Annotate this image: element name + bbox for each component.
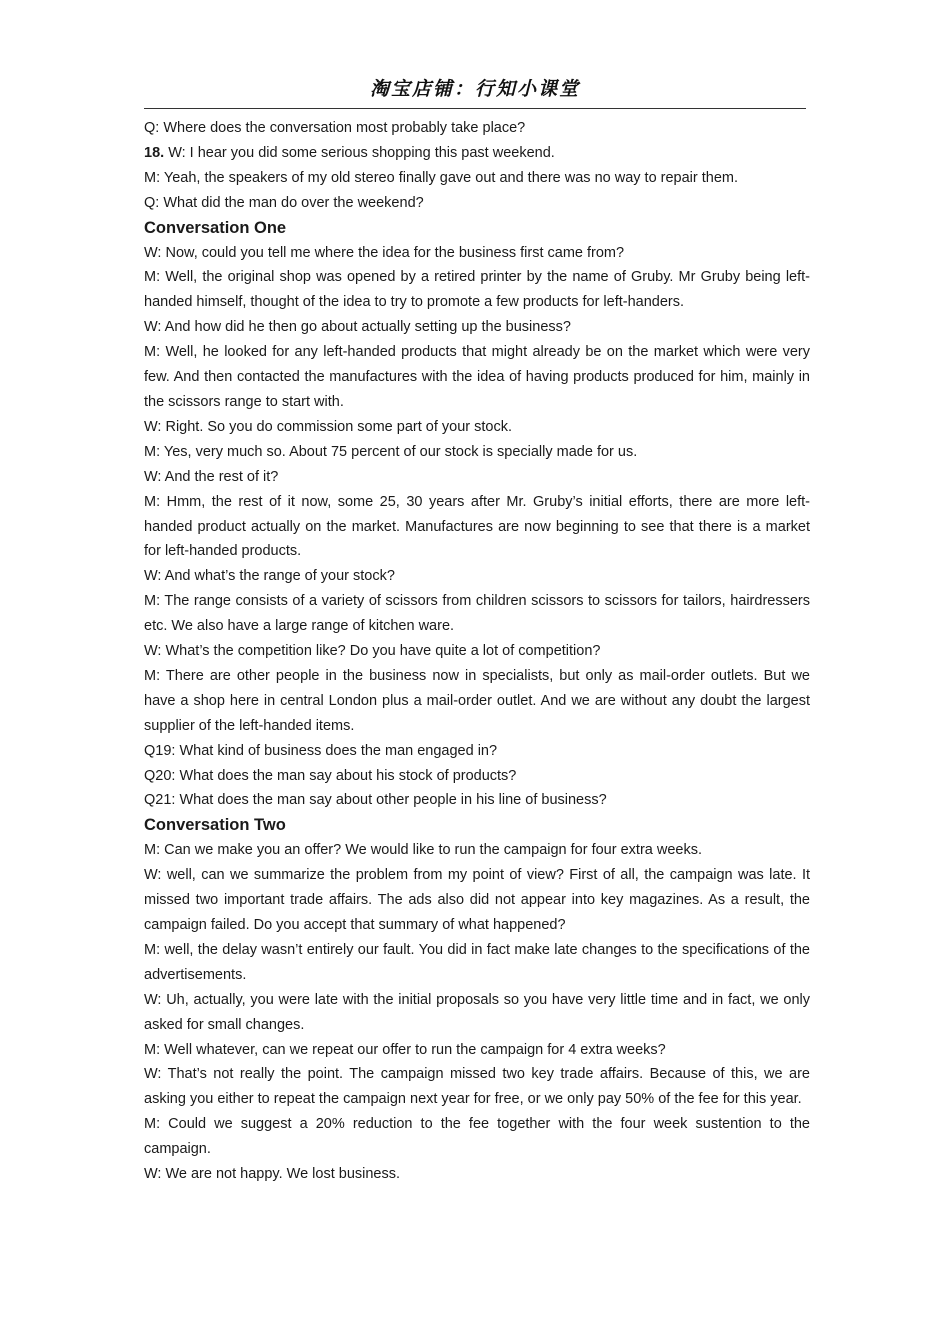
document-body	[144, 116, 810, 1187]
question-line: Q19: What kind of business does the man engaged in?	[144, 742, 498, 759]
dialogue-line: M: Can we make you an offer? We would like to run the campaign for four extra weeks.	[144, 842, 702, 859]
dialogue-line: M: Well whatever, can we repeat our offer to run the campaign for 4 extra weeks?	[144, 1041, 666, 1058]
dialogue-line: M: Yes, very much so. About 75 percent of our stock is specially made for us.	[144, 443, 638, 460]
dialogue-line: M: The range consists of a variety of scissors from children scissors to scissors for tailors, hairdressers etc. We also have a large range of kitchen ware.	[144, 593, 810, 635]
dialogue-line: M: Could we suggest a 20% reduction to the fee together with the four week sustention to the campaign.	[144, 1116, 810, 1158]
intro-line-text: W: I hear you did some serious shopping this past weekend.	[164, 144, 555, 161]
dialogue-line: M: Well, he looked for any left-handed products that might already be on the market which were very few. And then contacted the manufactures with the idea of having products produced for him, mainly in the scissors range to start with.	[144, 344, 810, 410]
dialogue-line: W: Uh, actually, you were late with the initial proposals so you have very little time and in fact, we only asked for small changes.	[144, 991, 810, 1033]
dialogue-line: W: What’s the competition like? Do you have quite a lot of competition?	[144, 643, 601, 660]
dialogue-line: W: well, can we summarize the problem from my point of view? First of all, the campaign was late. It missed two important trade affairs. The ads also did not appear into key magazines. As a result, the campaign failed. Do you accept that summary of what happened?	[144, 867, 810, 933]
question-line: Q20: What does the man say about his stock of products?	[144, 767, 517, 784]
dialogue-line: M: Hmm, the rest of it now, some 25, 30 years after Mr. Gruby’s initial efforts, there are more left-handed product actually on the market. Manufactures are now beginning to see that there is a market for left-handed products.	[144, 493, 810, 560]
intro-line: M: Yeah, the speakers of my old stereo finally gave out and there was no way to repair them.	[144, 169, 739, 186]
intro-line: Q: What did the man do over the weekend?	[144, 194, 424, 211]
question-number: 18.	[144, 144, 165, 161]
dialogue-line: W: We are not happy. We lost business.	[144, 1166, 401, 1183]
intro-line: Q: Where does the conversation most probably take place?	[144, 120, 526, 136]
dialogue-line: M: well, the delay wasn’t entirely our fault. You did in fact make late changes to the specifications of the advertisements.	[144, 941, 810, 983]
section-heading-conversation-one: Conversation One	[144, 218, 287, 237]
dialogue-line: M: There are other people in the business now in specialists, but only as mail-order outlets. But we have a shop here in central London plus a mail-order outlet. And we are without any doubt the largest supplier of the left-handed items.	[144, 667, 810, 734]
page-header-title: 淘宝店铺：行知小课堂	[369, 78, 580, 100]
header-divider	[144, 108, 806, 109]
section-heading-conversation-two: Conversation Two	[144, 816, 286, 835]
dialogue-line: W: Right. So you do commission some part of your stock.	[144, 418, 513, 435]
intro-line	[144, 141, 810, 166]
dialogue-line: W: That’s not really the point. The campaign missed two key trade affairs. Because of this, we are asking you either to repeat the campaign next year for free, or we only pay 50% of the fee for this year.	[144, 1066, 810, 1108]
dialogue-line: W: And what’s the range of your stock?	[144, 568, 395, 585]
dialogue-line: M: Well, the original shop was opened by a retired printer by the name of Gruby. Mr Gruby being left-handed himself, thought of the idea to try to promote a few products for left-handers.	[144, 269, 810, 311]
dialogue-line: W: And the rest of it?	[144, 468, 279, 485]
dialogue-line: W: And how did he then go about actually setting up the business?	[144, 319, 571, 336]
question-line: Q21: What does the man say about other people in his line of business?	[144, 792, 607, 809]
dialogue-line: W: Now, could you tell me where the idea for the business first came from?	[144, 244, 625, 261]
